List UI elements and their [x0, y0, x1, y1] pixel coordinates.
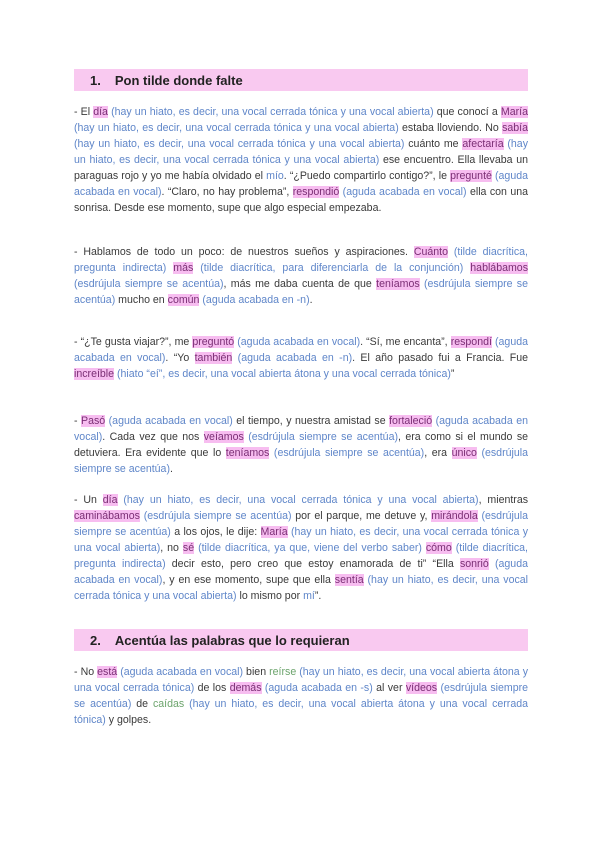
- highlighted-word: preguntó: [192, 336, 235, 348]
- explanation-note: (esdrújula siempre se acentúa): [243, 431, 398, 443]
- highlighted-word: veíamos: [203, 431, 244, 443]
- section-1-number: 1.: [90, 72, 101, 88]
- section-1-paragraph-1: [74, 104, 528, 216]
- text-run: . “¿Puedo compartirlo contigo?”, le: [283, 170, 451, 182]
- text-run: , era como si el mundo se detuviera. Era evidente que lo: [74, 431, 529, 459]
- highlighted-word: demás: [229, 682, 262, 694]
- text-run: . “Claro, no hay problema”,: [161, 186, 293, 198]
- explanation-note: (esdrújula siempre se acentúa): [74, 682, 529, 710]
- highlighted-word: común: [167, 294, 200, 306]
- text-run: , y en ese momento, supe que ella: [162, 574, 335, 586]
- text-run: - “¿Te gusta viajar?”, me: [74, 336, 193, 348]
- section-2-number: 2.: [90, 632, 101, 648]
- explanation-note: (hay un hiato, es decir, una vocal cerrada tónica y una vocal abierta): [117, 494, 479, 506]
- section-1-paragraph-4: [74, 413, 528, 477]
- explanation-note: (hay un hiato, es decir, una vocal cerrada tónica y una vocal abierta): [74, 574, 528, 602]
- highlighted-word: día: [93, 106, 108, 118]
- highlighted-word: increíble: [74, 368, 115, 380]
- explanation-note: (aguda acabada en -s): [261, 682, 373, 694]
- highlighted-word: está: [97, 666, 118, 678]
- text-run: - Un: [74, 494, 103, 506]
- text-run: y golpes.: [105, 714, 152, 726]
- explanation-note: (aguda acabada en vocal): [74, 558, 528, 586]
- explanation-note: (aguda acabada en vocal): [339, 186, 467, 198]
- text-run: de los: [194, 682, 230, 694]
- explanation-note: (hay un hiato, es decir, una vocal abierta átona y una vocal cerrada tónica): [74, 666, 529, 694]
- text-run: - Hablamos de todo un poco: de nuestros sueños y aspiraciones.: [74, 246, 414, 258]
- explanation-note: (tilde diacrítica, para diferenciarla de la conjunción): [193, 262, 464, 274]
- explanation-note: (hiato “eí”, es decir, una vocal abierta átona y una vocal cerrada tónica): [114, 368, 451, 380]
- text-run: que conocí a: [433, 106, 501, 118]
- section-2-paragraph-1: [74, 664, 528, 728]
- text-run: . “Sí, me encanta”,: [360, 336, 451, 348]
- explanation-note: (tilde diacrítica, pregunta indirecta): [74, 246, 528, 274]
- section-2-title: Acentúa las palabras que lo requieran: [114, 632, 350, 648]
- explanation-note: (esdrújula siempre se acentúa): [139, 510, 292, 522]
- section-1-paragraph-2: [74, 244, 528, 308]
- explanation-note: mí: [303, 590, 315, 602]
- highlighted-word: hablábamos: [470, 262, 528, 274]
- explanation-note: (aguda acabada en vocal): [117, 666, 244, 678]
- explanation-note: (tilde diacrítica, ya que, viene del verbo saber): [194, 542, 422, 554]
- highlighted-word: respondió: [292, 186, 340, 198]
- highlighted-word: sonrió: [459, 558, 489, 570]
- section-1-paragraph-3: [74, 334, 528, 382]
- text-run: ella con una sonrisa. Desde ese momento, supe que algo especial empezaba.: [74, 186, 528, 214]
- explanation-note: (aguda acabada en vocal): [74, 336, 528, 364]
- text-run: decir esto, pero creo que estoy enamorada de ti” “Ella: [165, 558, 460, 570]
- text-run: cuánto me: [404, 138, 463, 150]
- text-run: a los ojos, le dije:: [170, 526, 261, 538]
- text-run: el tiempo, y nuestra amistad se: [232, 415, 390, 427]
- highlighted-word: sabía: [502, 122, 528, 134]
- explanation-note: (aguda acabada en -n): [199, 294, 310, 306]
- text-run: ”.: [314, 590, 322, 602]
- explanation-note: (esdrújula siempre se acentúa): [74, 278, 224, 290]
- explanation-note: (hay un hiato, es decir, una vocal cerrada tónica y una vocal abierta): [74, 122, 399, 134]
- explanation-note: (esdrújula siempre se acentúa): [74, 447, 528, 475]
- section-2-heading: [74, 629, 528, 651]
- text-run: mucho en: [115, 294, 168, 306]
- explanation-note: (esdrújula siempre se acentúa): [269, 447, 425, 459]
- accented-word: reírse: [269, 666, 297, 678]
- text-run: ese encuentro. Ella llevaba un paraguas rojo y yo me había olvidado el: [74, 154, 528, 182]
- section-1-paragraph-5: [74, 492, 528, 604]
- text-run: . El año pasado fui a Francia. Fue: [352, 352, 529, 364]
- highlighted-word: día: [102, 494, 118, 506]
- highlighted-word: mirándola: [431, 510, 478, 522]
- text-run: .: [169, 463, 173, 475]
- explanation-note: (esdrújula siempre se acentúa): [74, 510, 528, 538]
- text-run: - No: [74, 666, 98, 678]
- explanation-note: (aguda acabada en vocal): [105, 415, 233, 427]
- explanation-note: (hay un hiato, es decir, una vocal cerrada tónica y una vocal abierta): [74, 138, 405, 150]
- highlighted-word: Cuánto: [413, 246, 449, 258]
- text-run: lo mismo por: [236, 590, 304, 602]
- highlighted-word: sentía: [334, 574, 364, 586]
- text-run: bien: [243, 666, 270, 678]
- text-run: .: [309, 294, 313, 306]
- text-run: - El: [74, 106, 94, 118]
- highlighted-word: María: [260, 526, 288, 538]
- explanation-note: (aguda acabada en -n): [232, 352, 353, 364]
- text-run: por el parque, me detuve y,: [291, 510, 432, 522]
- highlighted-word: pregunté: [450, 170, 492, 182]
- text-run: ”: [450, 368, 455, 380]
- text-run: , no: [160, 542, 183, 554]
- explanation-note: mío: [266, 170, 284, 182]
- highlighted-word: Pasó: [81, 415, 106, 427]
- text-run: -: [74, 415, 82, 427]
- text-run: estaba lloviendo. No: [398, 122, 503, 134]
- highlighted-word: vídeos: [405, 682, 438, 694]
- explanation-note: (aguda acabada en vocal): [74, 415, 528, 443]
- highlighted-word: respondí: [450, 336, 492, 348]
- text-run: , mientras: [478, 494, 529, 506]
- highlighted-word: también: [194, 352, 233, 364]
- explanation-note: (tilde diacrítica, pregunta indirecta): [74, 542, 528, 570]
- explanation-note: (aguda acabada en vocal): [74, 170, 528, 198]
- explanation-note: (esdrújula siempre se acentúa): [74, 278, 528, 306]
- highlighted-word: María: [500, 106, 528, 118]
- highlighted-word: afectaría: [462, 138, 504, 150]
- text-run: al ver: [372, 682, 406, 694]
- highlighted-word: caminábamos: [74, 510, 140, 522]
- accented-word: caídas: [152, 698, 185, 710]
- explanation-note: (hay un hiato, es decir, una vocal cerrada tónica y una vocal abierta): [74, 138, 528, 166]
- text-run: , más me daba cuenta de que: [223, 278, 377, 290]
- explanation-note: (hay un hiato, es decir, una vocal abierta átona y una vocal cerrada tónica): [74, 698, 528, 726]
- explanation-note: (hay un hiato, es decir, una vocal cerrada tónica y una vocal abierta): [74, 526, 529, 554]
- text-run: , era: [424, 447, 452, 459]
- highlighted-word: cómo: [425, 542, 452, 554]
- highlighted-word: teníamos: [225, 447, 270, 459]
- text-run: de: [131, 698, 153, 710]
- explanation-note: (hay un hiato, es decir, una vocal cerrada tónica y una vocal abierta): [107, 106, 434, 118]
- text-run: . “Yo: [165, 352, 195, 364]
- highlighted-word: más: [173, 262, 194, 274]
- section-1-title: Pon tilde donde falte: [114, 72, 243, 88]
- highlighted-word: sé: [182, 542, 195, 554]
- section-1-heading: [74, 69, 528, 91]
- explanation-note: (aguda acabada en vocal): [234, 336, 361, 348]
- highlighted-word: fortaleció: [389, 415, 433, 427]
- highlighted-word: único: [451, 447, 477, 459]
- text-run: . Cada vez que nos: [102, 431, 204, 443]
- highlighted-word: teníamos: [376, 278, 420, 290]
